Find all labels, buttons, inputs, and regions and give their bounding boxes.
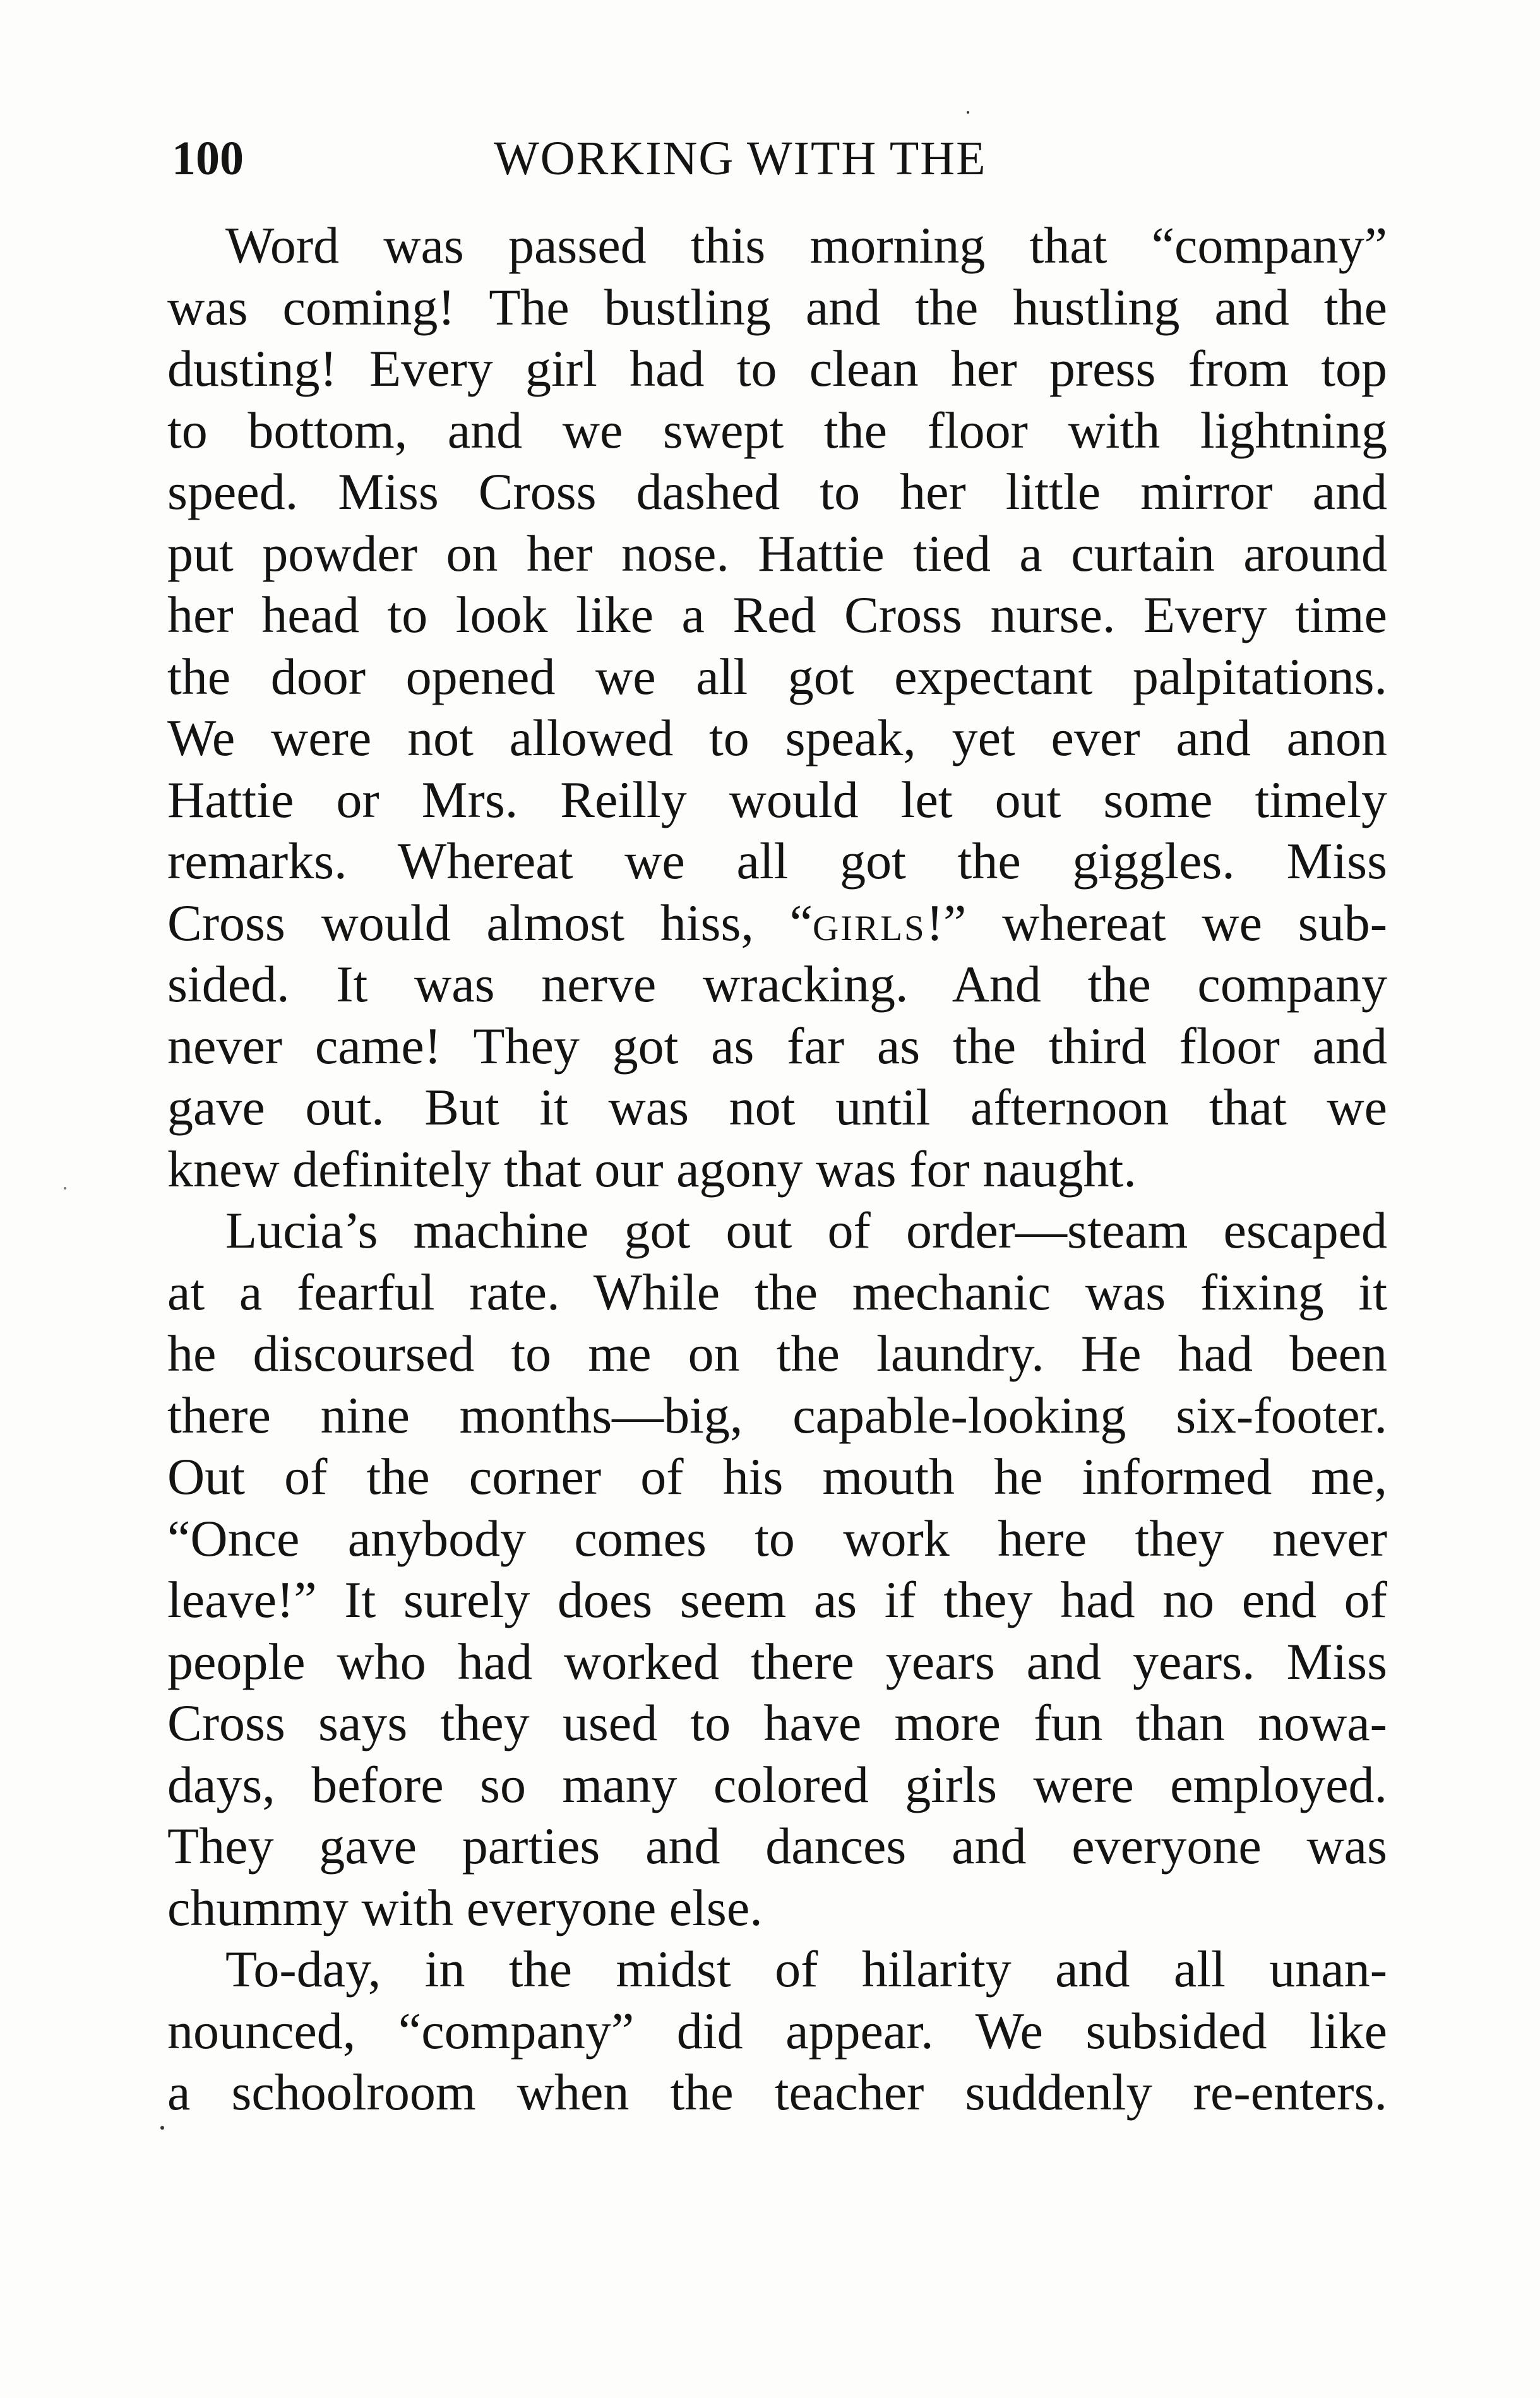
text-line: gave out. But it was not until afternoon that we <box>167 1078 1387 1136</box>
text-line: the door opened we all got expectant palpitations. <box>167 647 1387 705</box>
text-line: Lucia’s machine got out of order—steam escaped <box>225 1202 1387 1259</box>
text-line: days, before so many colored girls were employed. <box>167 1755 1387 1813</box>
text-line: a schoolroom when the teacher suddenly re-enters. <box>167 2063 1387 2121</box>
text-line: nounced, “company” did appear. We subsided like <box>167 2001 1387 2060</box>
text-line: speed. Miss Cross dashed to her little mirror and <box>167 463 1387 520</box>
text-line: Word was passed this morning that “company” <box>225 217 1387 274</box>
text-line: Hattie or Mrs. Reilly would let out some timely <box>167 770 1387 828</box>
ink-speck <box>64 1187 66 1190</box>
text-line: people who had worked there years and years. Miss <box>167 1632 1387 1690</box>
text-line: her head to look like a Red Cross nurse. Every time <box>167 586 1387 643</box>
text-line: sided. It was nerve wracking. And the company <box>167 955 1387 1013</box>
line-fragment: Cross would almost hiss, “ <box>167 893 813 951</box>
text-line: there nine months—big, capable-looking six-footer. <box>167 1386 1387 1444</box>
text-line: To-day, in the midst of hilarity and all unan- <box>225 1940 1387 1998</box>
text-line <box>167 892 1387 954</box>
text-line: remarks. Whereat we all got the giggles. Miss <box>167 832 1387 890</box>
running-head <box>172 124 1390 193</box>
text-line: to bottom, and we swept the floor with lightning <box>167 401 1387 459</box>
text-line: “Once anybody comes to work here they never <box>167 1509 1387 1567</box>
text-line: We were not allowed to speak, yet ever and anon <box>167 709 1387 767</box>
running-title: WORKING WITH THE <box>494 132 987 185</box>
text-line: put powder on her nose. Hattie tied a curtain around <box>167 524 1387 582</box>
small-caps-word: girls <box>813 893 926 951</box>
text-line: never came! They got as far as the third floor and <box>167 1017 1387 1075</box>
text-line: at a fearful rate. While the mechanic was fixing it <box>167 1263 1387 1321</box>
text-line: chummy with everyone else. <box>167 1878 763 1936</box>
ink-speck <box>967 111 969 114</box>
text-line: he discoursed to me on the laundry. He had been <box>167 1325 1387 1382</box>
text-line: leave!” It surely does seem as if they had no end of <box>167 1571 1387 1628</box>
text-line: Cross says they used to have more fun than nowa- <box>167 1694 1387 1751</box>
page-number: 100 <box>172 132 244 185</box>
text-line: was coming! The bustling and the hustling and the <box>167 278 1387 336</box>
text-line: Out of the corner of his mouth he informed me, <box>167 1448 1387 1505</box>
text-line: They gave parties and dances and everyone was <box>167 1817 1387 1875</box>
text-line: dusting! Every girl had to clean her press from top <box>167 340 1387 397</box>
text-line: knew definitely that our agony was for naught. <box>167 1140 1137 1198</box>
ink-speck <box>160 2126 164 2130</box>
body-text <box>167 215 1387 2123</box>
line-fragment: !” whereat we sub- <box>926 893 1387 951</box>
